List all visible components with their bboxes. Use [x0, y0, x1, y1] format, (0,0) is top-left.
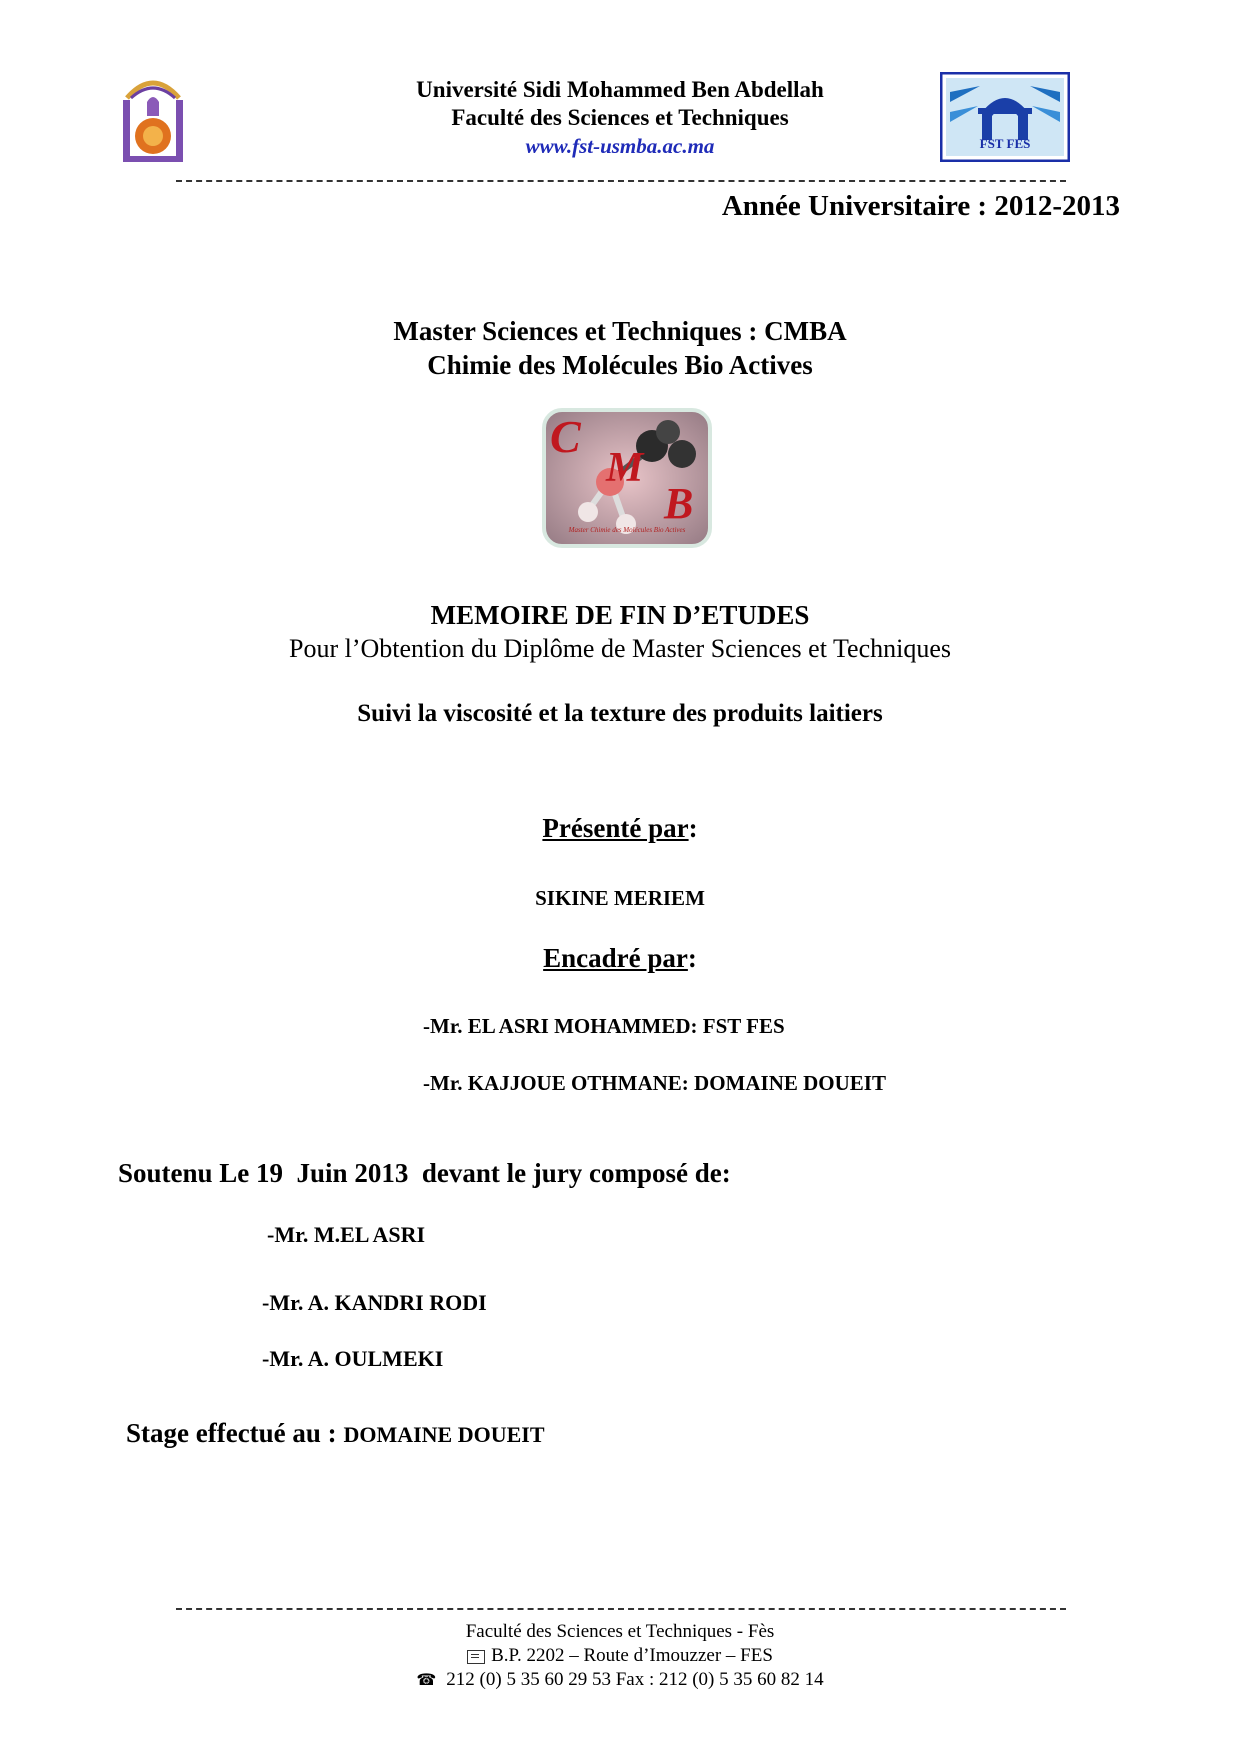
supervised-by-colon: :: [687, 943, 697, 973]
presented-by-heading: [0, 813, 1240, 844]
footer-divider: [176, 1608, 1066, 1610]
academic-year: Année Universitaire : 2012-2013: [721, 190, 1120, 222]
footer-faculty: Faculté des Sciences et Techniques - Fès: [465, 1621, 775, 1642]
internship-place: DOMAINE DOUEIT: [343, 1422, 545, 1447]
cmb-logo: [542, 408, 712, 548]
memoire-topic: Suivi la viscosité et la texture des produits laitiers: [357, 700, 883, 727]
header-divider: [176, 180, 1066, 182]
website-link[interactable]: www.fst-usmba.ac.ma: [525, 134, 715, 158]
jury-member-2: -Mr. A. KANDRI RODI: [262, 1290, 487, 1315]
presented-by-label: Présenté par: [542, 813, 689, 843]
faculty-name: Faculté des Sciences et Techniques: [451, 105, 789, 130]
cmb-letter-c: C: [550, 411, 581, 462]
footer-phone: [0, 1668, 1240, 1693]
supervisor-2: -Mr. KAJJOUE OTHMANE: DOMAINE DOUEIT: [423, 1071, 886, 1095]
memoire-title: MEMOIRE DE FIN D’ETUDES: [430, 600, 810, 630]
university-crest-logo: [117, 74, 189, 166]
program-subtitle: Chimie des Molécules Bio Actives: [427, 350, 813, 380]
telephone-icon: ☎: [416, 1672, 437, 1689]
footer-address-text: B.P. 2202 – Route d’Imouzzer – FES: [491, 1645, 773, 1666]
internship-line: [118, 1400, 545, 1449]
footer-phone-text: 212 (0) 5 35 60 29 53 Fax : 212 (0) 5 35 60 82 14: [446, 1669, 824, 1690]
cmb-letter-m: M: [606, 445, 644, 491]
jury-member-3: -Mr. A. OULMEKI: [262, 1346, 444, 1371]
footer-address: [0, 1644, 1240, 1668]
supervised-by-heading: [0, 943, 1240, 974]
jury-member-1: -Mr. M.EL ASRI: [267, 1222, 426, 1247]
cmb-logo-caption: Master Chimie des Molécules Bio Actives: [568, 526, 686, 534]
fst-fes-logo: [940, 72, 1070, 162]
defense-statement: Soutenu Le 19 Juin 2013 devant le jury composé de:: [118, 1158, 731, 1188]
internship-label: Stage effectué au :: [126, 1418, 344, 1448]
presented-by-colon: :: [688, 813, 698, 843]
university-name: Université Sidi Mohammed Ben Abdellah: [416, 77, 824, 102]
cmb-letter-b: B: [664, 479, 694, 528]
student-name: SIKINE MERIEM: [535, 886, 705, 910]
program-title: Master Sciences et Techniques : CMBA: [393, 316, 847, 346]
mailbox-icon: [467, 1650, 485, 1664]
supervised-by-label: Encadré par: [543, 943, 688, 973]
memoire-subtitle: Pour l’Obtention du Diplôme de Master Sciences et Techniques: [289, 634, 951, 663]
supervisor-1: -Mr. EL ASRI MOHAMMED: FST FES: [423, 1014, 785, 1038]
fst-fes-logo-text: FST FES: [979, 136, 1031, 151]
